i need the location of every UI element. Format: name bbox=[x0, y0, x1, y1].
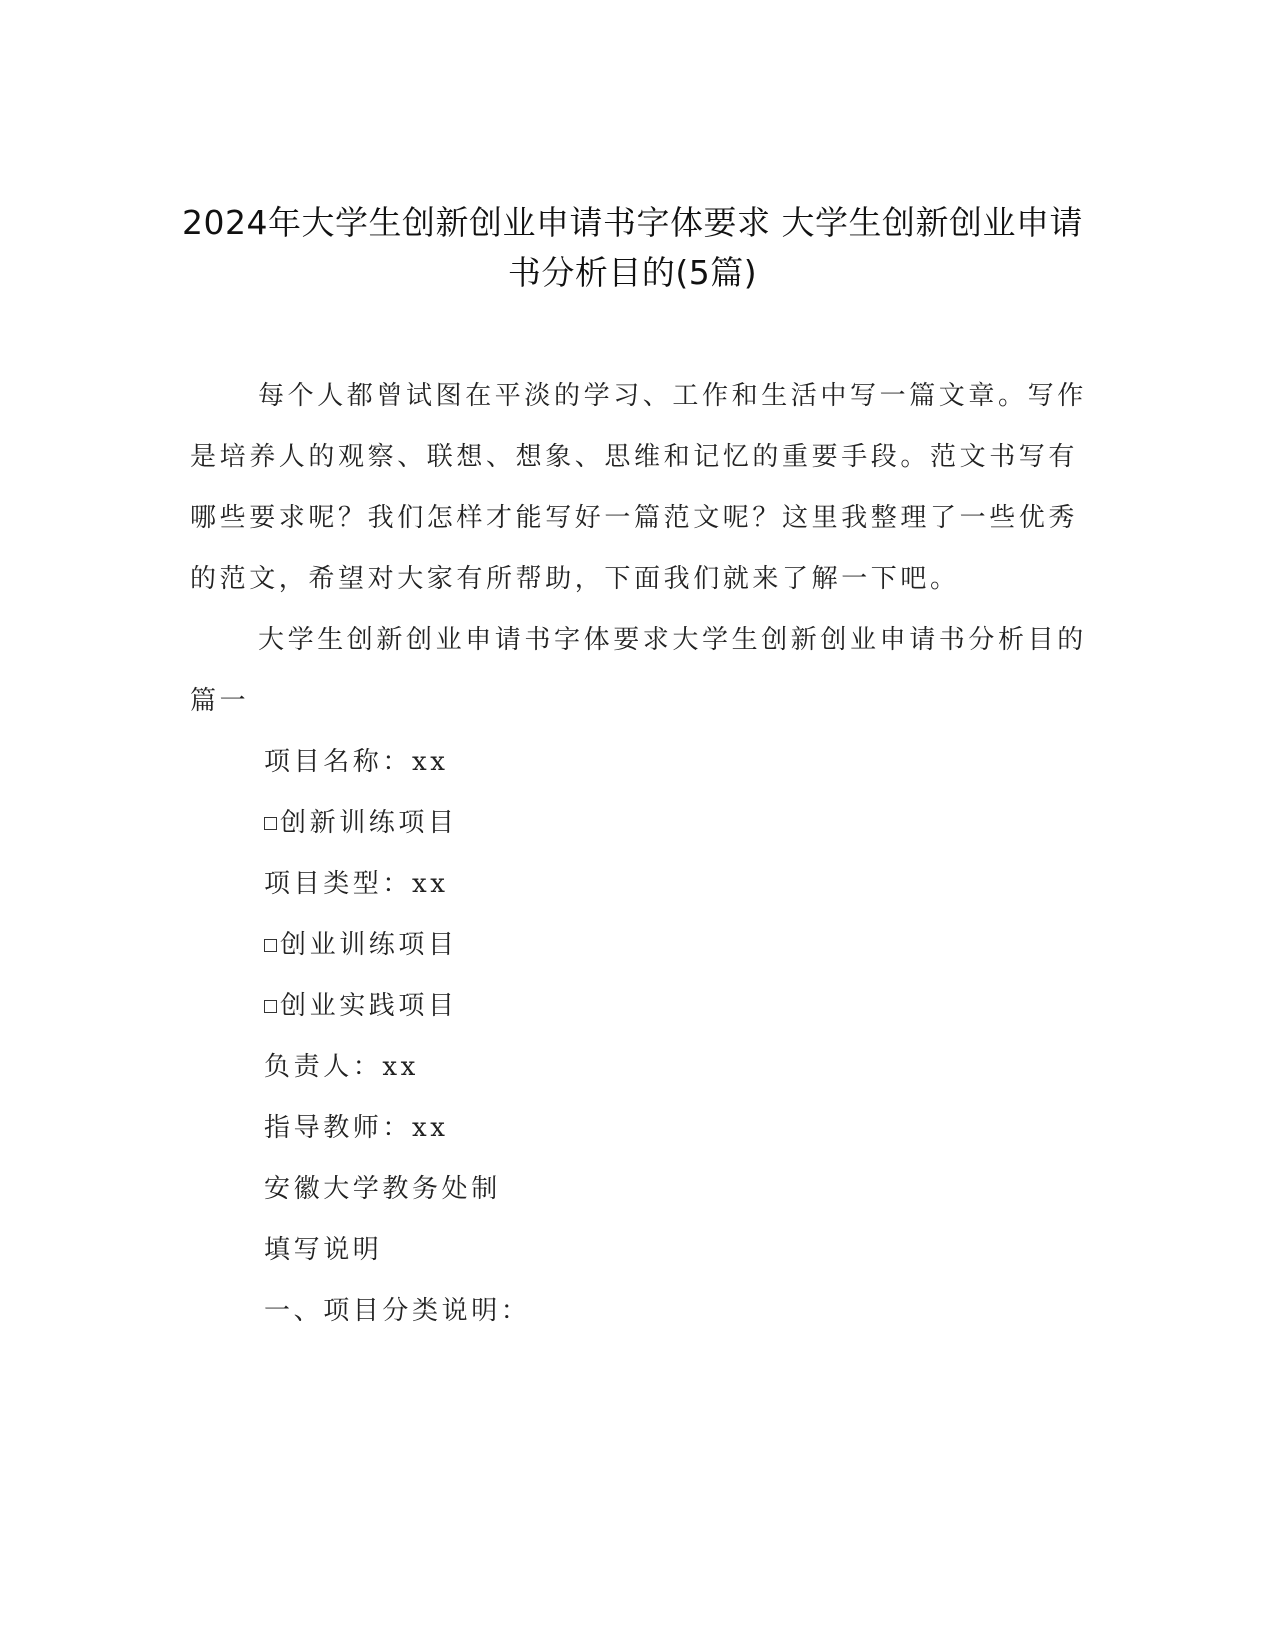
entrepreneurship-practice-label: 创业实践项目 bbox=[280, 991, 458, 1021]
intro-line-4: 的范文，希望对大家有所帮助，下面我们就来了解一下吧。 bbox=[190, 564, 960, 594]
fill-instructions-heading: 填写说明 bbox=[264, 1235, 383, 1265]
issuer-line: 安徽大学教务处制 bbox=[264, 1174, 501, 1204]
intro-line-1: 每个人都曾试图在平淡的学习、工作和生活中写一篇文章。写作 bbox=[258, 381, 1087, 411]
intro-paragraph bbox=[190, 366, 1085, 610]
checkbox-icon bbox=[264, 1000, 277, 1013]
innovation-training-option bbox=[190, 793, 1085, 854]
section-heading bbox=[190, 610, 1085, 732]
section-heading-line-1: 大学生创新创业申请书字体要求大学生创新创业申请书分析目的 bbox=[258, 625, 1087, 655]
intro-line-3: 哪些要求呢？我们怎样才能写好一篇范文呢？这里我整理了一些优秀 bbox=[190, 503, 1079, 533]
project-name-line: 项目名称：xx bbox=[264, 747, 449, 777]
section-heading-line-2: 篇一 bbox=[190, 686, 250, 716]
document-title bbox=[180, 198, 1085, 298]
document-body bbox=[190, 366, 1085, 1342]
entrepreneurship-practice-option bbox=[190, 976, 1085, 1037]
title-line-1: 2024年大学生创新创业申请书字体要求 大学生创新创业申请 bbox=[182, 203, 1083, 242]
entrepreneurship-training-label: 创业训练项目 bbox=[280, 930, 458, 960]
category-note-heading: 一、项目分类说明： bbox=[264, 1296, 531, 1326]
innovation-training-label: 创新训练项目 bbox=[280, 808, 458, 838]
project-type-line: 项目类型：xx bbox=[264, 869, 449, 899]
title-line-2: 书分析目的(5篇) bbox=[507, 253, 758, 292]
leader-line: 负责人：xx bbox=[264, 1052, 419, 1082]
checkbox-icon bbox=[264, 939, 277, 952]
intro-line-2: 是培养人的观察、联想、想象、思维和记忆的重要手段。范文书写有 bbox=[190, 442, 1079, 472]
advisor-line: 指导教师：xx bbox=[264, 1113, 449, 1143]
entrepreneurship-training-option bbox=[190, 915, 1085, 976]
checkbox-icon bbox=[264, 817, 277, 830]
